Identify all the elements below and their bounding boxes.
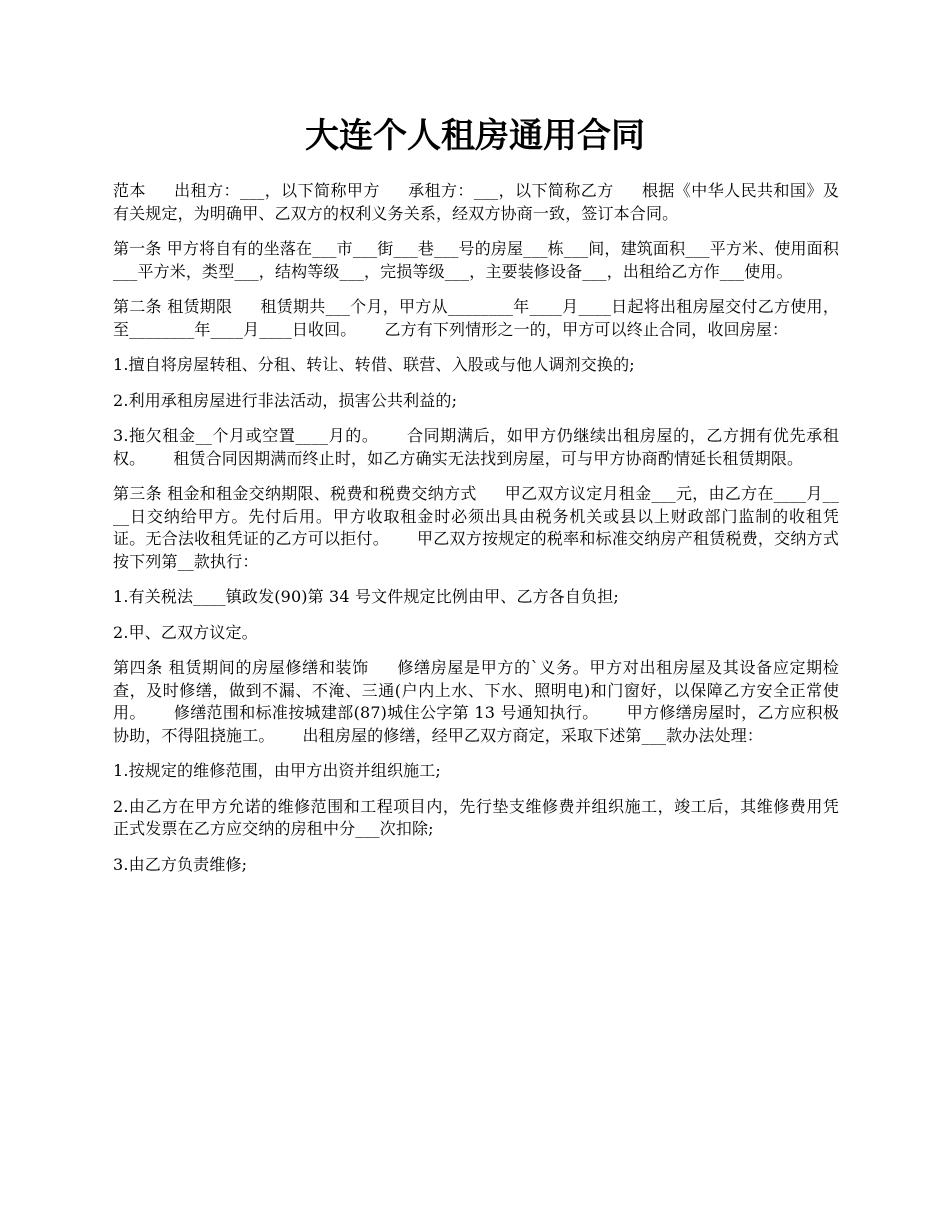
paragraph-list-item <box>113 390 839 413</box>
text-segment: 1.按规定的维修范围，由甲方出资并组织施工; <box>113 761 441 780</box>
paragraph-list-item <box>113 760 839 783</box>
text-segment: 第二条 租赁期限 <box>113 297 233 316</box>
text-segment: 乙方有下列情形之一的，甲方可以终止合同，收回房屋： <box>384 319 789 339</box>
text-segment: 第三条 租金和租金交纳期限、税费和税费交纳方式 <box>113 484 477 503</box>
text-segment: 租赁期共___个月，甲方从________年____月____日起将出租房屋交付乙方使用，至________年____月____日收回。 <box>113 297 839 339</box>
text-segment: 修缮范围和标准按城建部(87)城住公字第 13 号通知执行。 <box>173 703 599 722</box>
text-segment: 承租方：___，以下简称乙方 <box>407 181 614 200</box>
paragraph-article-1 <box>113 238 839 283</box>
text-segment: 甲乙双方议定月租金___元，由乙方在____月____日交纳给甲方。先付后用。甲方收取租金时必须出具由税务机关或县以上财政部门监制的收租凭证。无合法收租凭证的乙方可以拒付。 <box>113 484 839 548</box>
paragraph-list-item <box>113 796 839 841</box>
text-segment: 租赁合同因期满而终止时，如乙方确实无法找到房屋，可与甲方协商酌情延长租赁期限。 <box>173 448 804 468</box>
paragraph-article-2 <box>113 296 839 341</box>
text-segment: 范本 <box>113 181 146 200</box>
text-segment: 1.擅自将房屋转租、分租、转让、转借、联营、入股或与他人调剂交换的; <box>113 355 635 374</box>
text-segment: 根据《中华人民共和国》及有关规定，为明确甲、乙双方的权利义务关系，经双方协商一致，签订本合同。 <box>113 181 839 223</box>
text-segment: 甲方修缮房屋时，乙方应积极协助，不得阻挠施工。 <box>113 703 839 745</box>
text-segment: 2.甲、乙双方议定。 <box>113 622 258 642</box>
paragraph-list-item <box>113 622 839 645</box>
text-segment: 3.由乙方负责维修; <box>113 854 248 874</box>
text-segment: 第一条 甲方将自有的坐落在___市___街___巷___号的房屋___栋___间，建筑面积___平方米、使用面积___平方米，类型___，结构等级___，完损等级___，主要装修设备___，出租给乙方作___使用。 <box>113 239 839 281</box>
paragraph-article-3 <box>113 483 839 573</box>
text-segment: 3.拖欠租金__个月或空置____月的。 <box>113 426 379 445</box>
document-body <box>113 180 839 889</box>
paragraph-preamble <box>113 180 839 225</box>
text-segment: 出租房屋的修缮，经甲乙双方商定，采取下述第___款办法处理： <box>302 725 764 745</box>
text-segment: 合同期满后，如甲方仍继续出租房屋的，乙方拥有优先承租权。 <box>113 426 839 468</box>
paragraph-list-item <box>113 854 839 877</box>
text-segment: 2.由乙方在甲方允诺的维修范围和工程项目内，先行垫支维修费并组织施工，竣工后，其维修费用凭正式发票在乙方应交纳的房租中分___次扣除; <box>113 796 839 838</box>
paragraph-list-item <box>113 354 839 377</box>
text-segment: 1.有关税法____镇政发(90)第 34 号文件规定比例由甲、乙方各自负担; <box>113 587 619 606</box>
text-segment: 第四条 租赁期间的房屋修缮和装饰 <box>113 658 369 677</box>
text-segment: 出租方：___，以下简称甲方 <box>173 181 380 200</box>
text-segment: 2.利用承租房屋进行非法活动，损害公共利益的; <box>113 390 458 410</box>
paragraph-list-item <box>113 586 839 609</box>
text-segment: 甲乙双方按规定的税率和标准交纳房产租赁税费，交纳方式按下列第__款执行： <box>113 529 839 571</box>
document-title: 大连个人租房通用合同 <box>305 116 645 156</box>
text-segment: 修缮房屋是甲方的`义务。甲方对出租房屋及其设备应定期检查，及时修缮，做到不漏、不淹、三通(户内上水、下水、照明电)和门窗好，以保障乙方安全正常使用。 <box>113 658 839 722</box>
paragraph-article-4 <box>113 657 839 747</box>
paragraph-list-item <box>113 425 839 470</box>
